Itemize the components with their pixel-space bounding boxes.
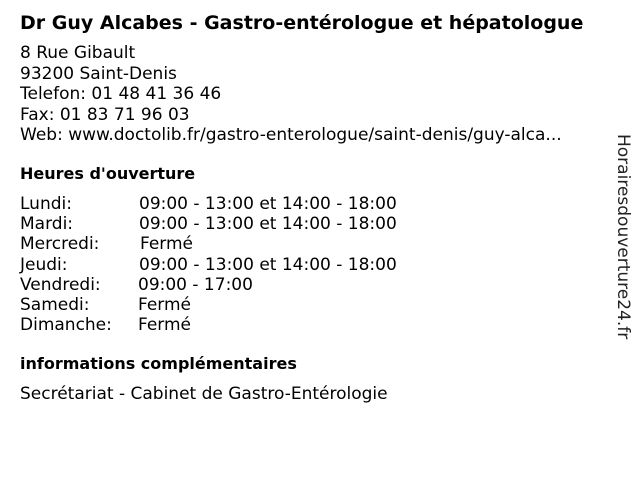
address-street: 8 Rue Gibault (20, 43, 136, 63)
address-city: 93200 Saint-Denis (20, 63, 177, 84)
day-hours: 09:00 - 13:00 et 14:00 - 18:00 (139, 214, 397, 235)
day-hours: 09:00 - 17:00 (138, 274, 253, 295)
page-title: Dr Guy Alcabes - Gastro-entérologue et hépatologue (20, 12, 584, 34)
watermark-text: Horairesdouverture24.fr (613, 134, 633, 340)
day-hours: Fermé (140, 234, 194, 255)
phone-number: Telefon: 01 48 41 36 46 (20, 84, 222, 104)
day-label: Mardi: (20, 214, 74, 235)
day-hours: Fermé (138, 294, 192, 315)
day-label: Samedi: (20, 294, 90, 315)
day-label: Lundi: (20, 194, 72, 214)
watermark (612, 134, 634, 370)
day-hours: 09:00 - 13:00 et 14:00 - 18:00 (139, 254, 397, 275)
day-hours: 09:00 - 13:00 et 14:00 - 18:00 (139, 194, 397, 214)
day-label: Dimanche: (20, 315, 112, 336)
contact-block (20, 43, 562, 146)
website-url: Web: www.doctolib.fr/gastro-enterologue/saint-denis/guy-alca... (20, 125, 562, 145)
day-label: Mercredi: (20, 234, 100, 255)
day-hours: Fermé (138, 315, 192, 336)
opening-hours-heading: Heures d'ouverture (20, 164, 196, 183)
additional-info-heading: informations complémentaires (20, 354, 297, 373)
additional-info-text: Secrétariat - Cabinet de Gastro-Entérologie (20, 384, 388, 404)
day-label: Jeudi: (20, 254, 68, 275)
day-label: Vendredi: (20, 274, 101, 295)
fax-number: Fax: 01 83 71 96 03 (20, 104, 190, 125)
